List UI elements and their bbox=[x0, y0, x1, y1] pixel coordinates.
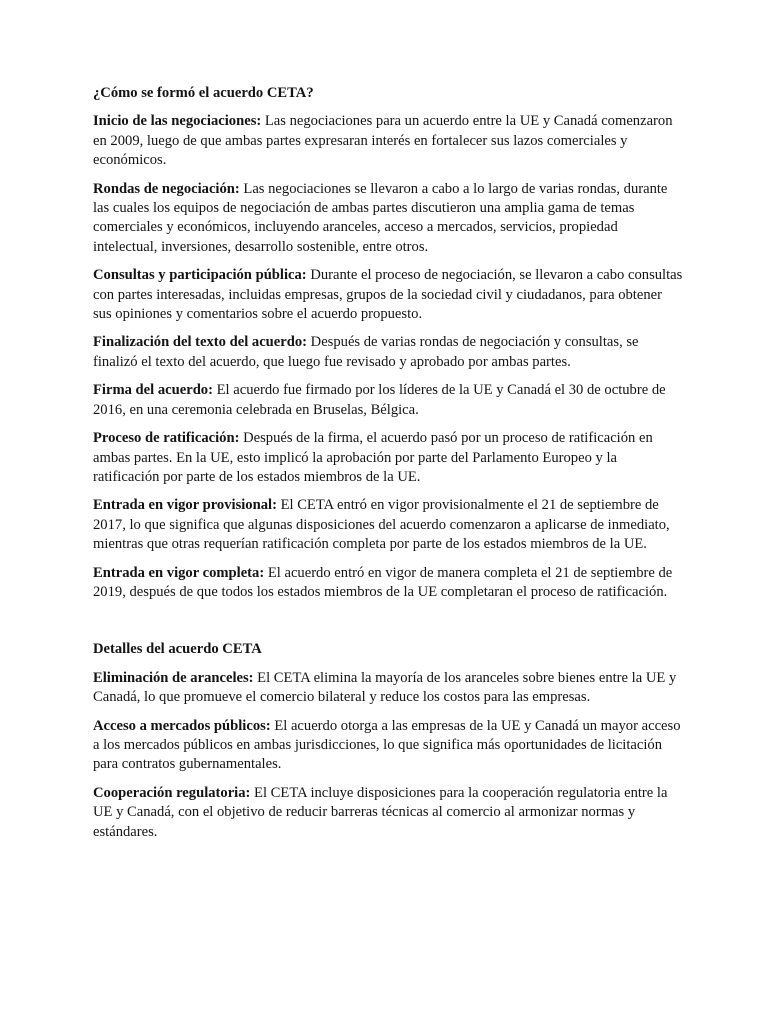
paragraph-ratificacion bbox=[93, 429, 683, 487]
paragraph-consultas bbox=[93, 266, 683, 324]
paragraph-aranceles bbox=[93, 669, 683, 708]
term-label: Consultas y participación pública: bbox=[93, 267, 307, 284]
document-page bbox=[93, 84, 683, 851]
term-label: Firma del acuerdo: bbox=[93, 382, 213, 399]
paragraph-text: El CETA elimina la mayoría de los aranceles sobre bienes entre la UE y Canadá, lo que promueve el comercio bilateral y reduce los costos para las empresas. bbox=[93, 669, 677, 706]
paragraph-firma bbox=[93, 381, 683, 420]
term-label: Entrada en vigor provisional: bbox=[93, 497, 277, 514]
paragraph-text: El acuerdo fue firmado por los líderes de la UE y Canadá el 30 de octubre de 2016, en una ceremonia celebrada en Bruselas, Bélgica. bbox=[93, 382, 666, 418]
paragraph-rondas bbox=[93, 180, 683, 258]
paragraph-text: Después de varias rondas de negociación y consultas, se finalizó el texto del acuerdo, que luego fue revisado y aprobado por ambas partes. bbox=[93, 334, 639, 370]
term-label: Entrada en vigor completa: bbox=[93, 564, 265, 581]
paragraph-mercados-publicos bbox=[93, 717, 683, 775]
term-label: Eliminación de aranceles: bbox=[93, 669, 254, 686]
paragraph-text: El acuerdo otorga a las empresas de la UE y Canadá un mayor acceso a los mercados públicos en ambas jurisdicciones, lo que significa más oportunidades de licitación para contratos gubernamentales. bbox=[93, 717, 681, 773]
term-label: Proceso de ratificación: bbox=[93, 430, 240, 447]
section-heading-formation: ¿Cómo se formó el acuerdo CETA? bbox=[93, 85, 314, 101]
paragraph-vigor-provisional bbox=[93, 496, 683, 554]
paragraph-text: El CETA incluye disposiciones para la cooperación regulatoria entre la UE y Canadá, con el objetivo de reducir barreras técnicas al comercio al armonizar normas y estándares. bbox=[93, 784, 668, 840]
section-heading-details: Detalles del acuerdo CETA bbox=[93, 641, 262, 658]
paragraph-cooperacion bbox=[93, 784, 683, 842]
term-label: Cooperación regulatoria: bbox=[93, 784, 251, 801]
section-spacer bbox=[93, 611, 683, 640]
paragraph-text: Después de la firma, el acuerdo pasó por un proceso de ratificación en ambas partes. En la UE, esto implicó la aprobación por parte del Parlamento Europeo y la ratificación por parte de los estados miembros de la UE. bbox=[93, 430, 653, 485]
term-label: Finalización del texto del acuerdo: bbox=[93, 334, 308, 351]
paragraph-vigor-completa bbox=[93, 564, 683, 603]
paragraph-text: Las negociaciones se llevaron a cabo a lo largo de varias rondas, durante las cuales los equipos de negociación de ambas partes discutieron una amplia gama de temas comerciales y económicos, incluyendo aranceles, acceso a mercados, servicios, propiedad intelectual, inversiones, desarrollo sostenible, entre otros. bbox=[93, 180, 668, 255]
term-label: Acceso a mercados públicos: bbox=[93, 717, 271, 734]
paragraph-text: El CETA entró en vigor provisionalmente el 21 de septiembre de 2017, lo que significa que algunas disposiciones del acuerdo comenzaron a aplicarse de inmediato, mientras que otras requerían ratificación completa por parte de los estados miembros de la UE. bbox=[93, 497, 670, 553]
paragraph-text: Durante el proceso de negociación, se llevaron a cabo consultas con partes interesadas, incluidas empresas, grupos de la sociedad civil y ciudadanos, para obtener sus opiniones y comentarios sobre el acuerdo propuesto. bbox=[93, 267, 683, 323]
paragraph-inicio bbox=[93, 112, 683, 170]
paragraph-finalizacion bbox=[93, 333, 683, 372]
paragraph-text: El acuerdo entró en vigor de manera completa el 21 de septiembre de 2019, después de que todos los estados miembros de la UE completaran el proceso de ratificación. bbox=[93, 564, 673, 600]
term-label: Inicio de las negociaciones: bbox=[93, 113, 262, 130]
term-label: Rondas de negociación: bbox=[93, 180, 240, 197]
paragraph-text: Las negociaciones para un acuerdo entre la UE y Canadá comenzaron en 2009, luego de que ambas partes expresaran interés en fortalecer sus lazos comerciales y económicos. bbox=[93, 113, 673, 169]
